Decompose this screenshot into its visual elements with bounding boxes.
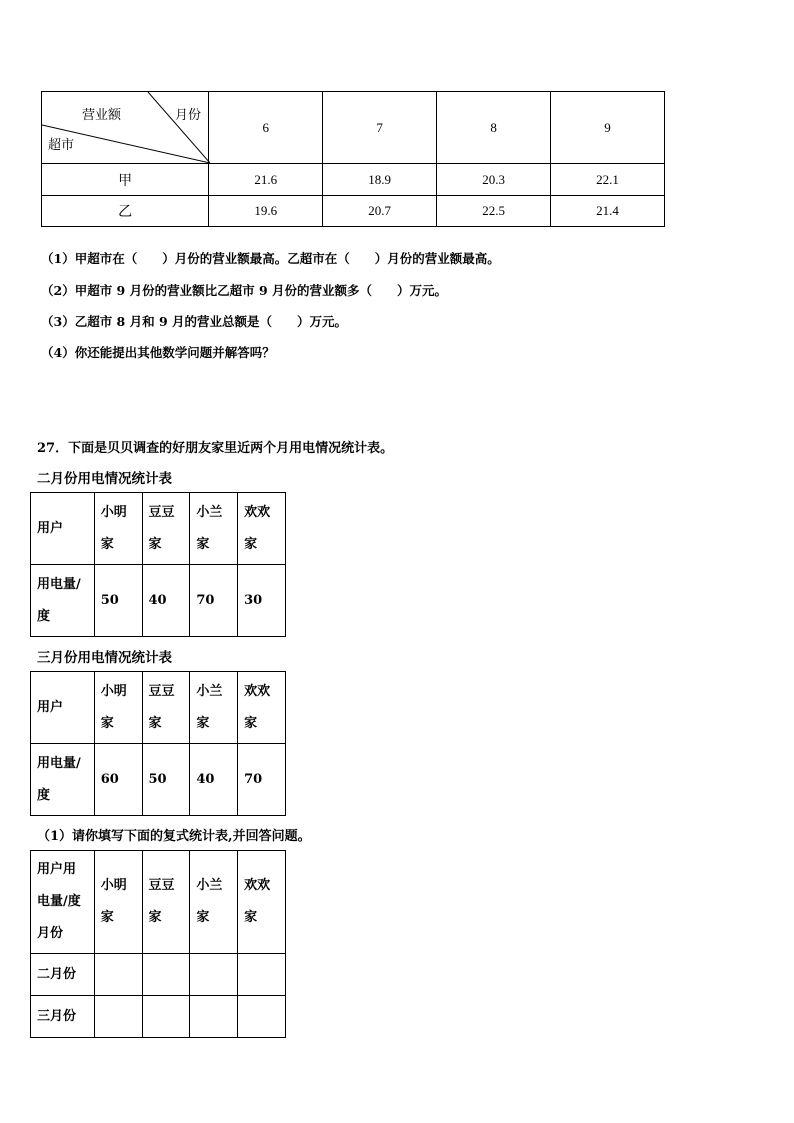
family-cell: 小兰 家 (190, 493, 238, 565)
header-month: 月份 (175, 107, 202, 122)
family-cell: 小明 家 (94, 672, 142, 744)
family-cell: 小明 家 (94, 851, 142, 954)
value-cell: 22.5 (437, 196, 551, 227)
usage-label: 用电量/ 度 (31, 744, 95, 816)
value-cell: 70 (190, 565, 238, 637)
diagonal-header-cell (42, 92, 209, 164)
blank-cell[interactable] (238, 996, 286, 1038)
value-cell: 40 (142, 565, 190, 637)
header-supermarket: 超市 (48, 137, 75, 152)
value-cell: 20.7 (323, 196, 437, 227)
month-row-label: 二月份 (31, 954, 95, 996)
value-cell: 60 (94, 744, 142, 816)
value-cell: 20.3 (437, 164, 551, 196)
sales-table (41, 91, 665, 227)
user-label: 用户 (31, 672, 95, 744)
compound-header: 用户用 电量/度 月份 (31, 851, 95, 954)
problem-27-title: 27．下面是贝贝调查的好朋友家里近两个月用电情况统计表。 (37, 441, 394, 456)
question-2: （2）甲超市 9 月份的营业额比乙超市 9 月份的营业额多（ ）万元。 (41, 283, 448, 298)
family-cell: 欢欢 家 (238, 851, 286, 954)
usage-label: 用电量/ 度 (31, 565, 95, 637)
month-cell: 9 (551, 92, 665, 164)
blank-cell[interactable] (94, 996, 142, 1038)
month-row-label: 三月份 (31, 996, 95, 1038)
compound-table (30, 850, 286, 1038)
family-cell: 豆豆 家 (142, 493, 190, 565)
blank-cell[interactable] (142, 954, 190, 996)
question-3: （3）乙超市 8 月和 9 月的营业总额是（ ）万元。 (41, 314, 348, 329)
family-cell: 欢欢 家 (238, 493, 286, 565)
value-cell: 30 (238, 565, 286, 637)
value-cell: 50 (94, 565, 142, 637)
value-cell: 22.1 (551, 164, 665, 196)
mar-caption: 三月份用电情况统计表 (37, 650, 172, 666)
month-cell: 8 (437, 92, 551, 164)
family-cell: 小兰 家 (190, 851, 238, 954)
family-cell: 欢欢 家 (238, 672, 286, 744)
blank-cell[interactable] (94, 954, 142, 996)
value-cell: 21.4 (551, 196, 665, 227)
family-cell: 豆豆 家 (142, 851, 190, 954)
user-label: 用户 (31, 493, 95, 565)
blank-cell[interactable] (238, 954, 286, 996)
value-cell: 40 (190, 744, 238, 816)
month-cell: 7 (323, 92, 437, 164)
feb-caption: 二月份用电情况统计表 (37, 471, 172, 487)
family-cell: 小明 家 (94, 493, 142, 565)
feb-table (30, 492, 286, 637)
sub-question-1: （1）请你填写下面的复式统计表,并回答问题。 (37, 829, 311, 844)
mar-table (30, 671, 286, 816)
family-cell: 豆豆 家 (142, 672, 190, 744)
value-cell: 19.6 (209, 196, 323, 227)
month-cell: 6 (209, 92, 323, 164)
blank-cell[interactable] (190, 954, 238, 996)
row-label: 甲 (42, 164, 209, 196)
value-cell: 50 (142, 744, 190, 816)
value-cell: 21.6 (209, 164, 323, 196)
table-row (42, 164, 665, 196)
value-cell: 70 (238, 744, 286, 816)
question-1: （1）甲超市在（ ）月份的营业额最高。乙超市在（ ）月份的营业额最高。 (41, 251, 500, 266)
question-4: （4）你还能提出其他数学问题并解答吗？ (41, 345, 275, 360)
value-cell: 18.9 (323, 164, 437, 196)
blank-cell[interactable] (142, 996, 190, 1038)
table-row (42, 196, 665, 227)
row-label: 乙 (42, 196, 209, 227)
family-cell: 小兰 家 (190, 672, 238, 744)
blank-cell[interactable] (190, 996, 238, 1038)
header-revenue: 营业额 (82, 107, 122, 122)
